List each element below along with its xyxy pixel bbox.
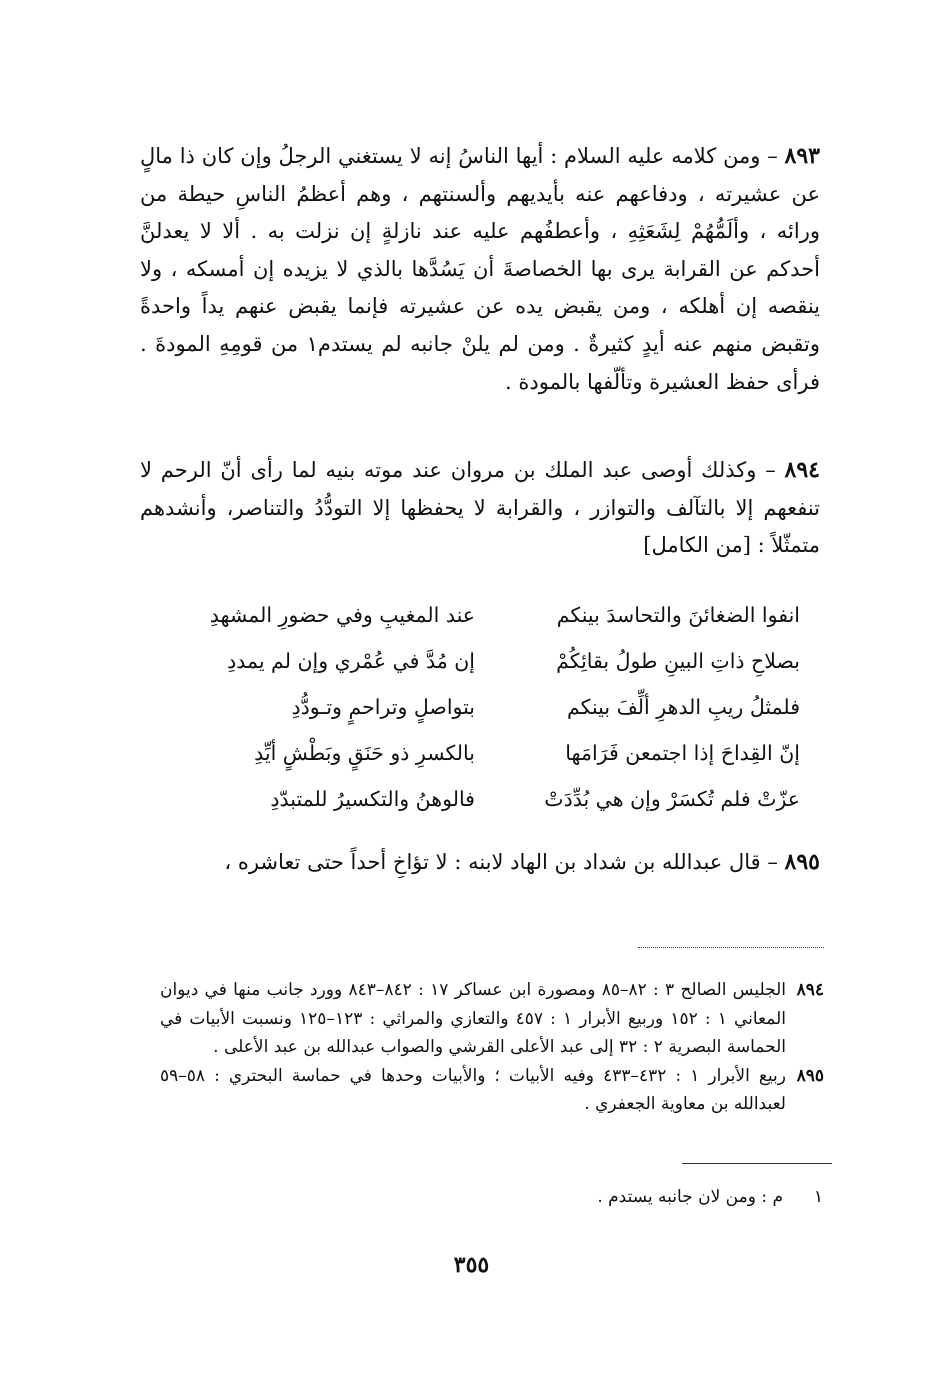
variant-note — [597, 1183, 823, 1211]
source-footnotes — [160, 976, 824, 1119]
paragraph-895 — [140, 844, 820, 882]
verse-second-hemistich: إن مُدَّ في عُمْري وإن لم يمددِ — [227, 649, 475, 673]
paragraph-text: – وكذلك أوصى عبد الملك بن مروان عند موته بنيه لما رأى أنّ الرحم لا تنفعهم إلا بالتآلف والتوازر ، والقرابة لا يحفظها إلا التودُّدُ والتناصر، وأنشدهم متمثّلاً : [من الكامل] — [140, 458, 820, 558]
footnote — [160, 1062, 824, 1119]
verse-second-hemistich: بالكسرِ ذو حَنَقٍ وبَطْشٍ أيِّدِ — [254, 741, 475, 765]
paragraph-number: ٨٩٥ — [784, 849, 820, 875]
verse-first-hemistich: إنّ القِداحَ إذا اجتمعن فَرَامَها — [565, 741, 800, 765]
paragraph-893 — [140, 138, 820, 401]
verse — [190, 776, 800, 822]
footnote-text: ربيع الأبرار ١ : ٤٣٢–٤٣٣ وفيه الأبيات ؛ والأبيات وحدها في حماسة البحتري : ٥٨–٥٩ لعبدالله بن معاوية الجعفري . — [160, 1065, 786, 1114]
variant-note-number: ١ — [813, 1187, 823, 1207]
paragraph-number: ٨٩٤ — [784, 457, 820, 483]
paragraph-text: – ومن كلامه عليه السلام : أيها الناسُ إنه لا يستغني الرجلُ وإن كان ذا مالٍ عن عشيرته ، ودفاعهم عنه بأيديهم وألسنتهم ، وهم أعظمُ الناسِ حيطة من ورائه ، وألَمُّهُمْ لِشَعَثِهِ ، وأعطفُهم عليه عند نازلةٍ إن نزلت به . ألا لا يعدلنَّ أحدكم عن القرابة يرى بها الخصاصةَ أن يَسُدَّها بالذي لا يزيده إن أمسكه ، ولا ينقصه إن أهلكه ، ومن يقبض يده عن عشيرته فإنما يقبض عنهم يداً واحدةً وتقبض منهم عنه أيدٍ كثيرةٌ . ومن لم يلنْ جانبه لم يستدم١ من قومِهِ المودةَ . فرأى حفظ العشيرة وتألّفها بالمودة . — [140, 144, 820, 394]
verse-first-hemistich: فلمثلُ ريبِ الدهرِ ألِّفَ بينكم — [567, 695, 800, 719]
footnote-separator — [638, 947, 824, 948]
footnote — [160, 976, 824, 1062]
paragraph-number: ٨٩٣ — [784, 143, 820, 169]
paragraph-text: – قال عبدالله بن شداد بن الهاد لابنه : لا تؤاخِ أحداً حتى تعاشره ، — [224, 850, 785, 874]
footnote-text: الجليس الصالح ٣ : ٨٢–٨٥ ومصورة ابن عساكر ١٧ : ٨٤٢–٨٤٣ وورد جانب منها في ديوان المعاني ١ : ١٥٢ وربيع الأبرار ١ : ٤٥٧ والتعازي والمراثي : ١٢٣–١٢٥ ونسبت الأبيات في الحماسة البصرية ٢ : ٣٢ إلى عبد الأعلى القرشي والصواب عبدالله بن عبد الأعلى . — [160, 980, 786, 1057]
verse — [190, 638, 800, 684]
verse-first-hemistich: بصلاحِ ذاتِ البينِ طولُ بقائِكُمْ — [556, 649, 800, 673]
verse-second-hemistich: بتواصلٍ وتراحمٍ وتـودُّدِ — [291, 695, 475, 719]
paragraph-894 — [140, 452, 820, 565]
verse — [190, 592, 800, 638]
verse-second-hemistich: فالوهنُ والتكسيرُ للمتبدّدِ — [270, 787, 475, 811]
verse-second-hemistich: عند المغيبِ وفي حضورِ المشهدِ — [209, 603, 475, 627]
footnote-number: ٨٩٤ — [796, 980, 824, 1000]
verse-first-hemistich: عزّتْ فلم تُكسَرْ وإن هي بُدِّدَتْ — [544, 787, 800, 811]
verse — [190, 684, 800, 730]
poem — [190, 592, 800, 822]
page-number: ٣٥٥ — [453, 1252, 490, 1278]
footnote-number: ٨٩٥ — [796, 1065, 824, 1086]
variant-note-separator — [682, 1163, 832, 1164]
verse-first-hemistich: انفوا الضغائنَ والتحاسدَ بينكم — [556, 603, 800, 627]
verse — [190, 730, 800, 776]
variant-note-text: م : ومن لان جانبه يستدم . — [597, 1187, 783, 1207]
